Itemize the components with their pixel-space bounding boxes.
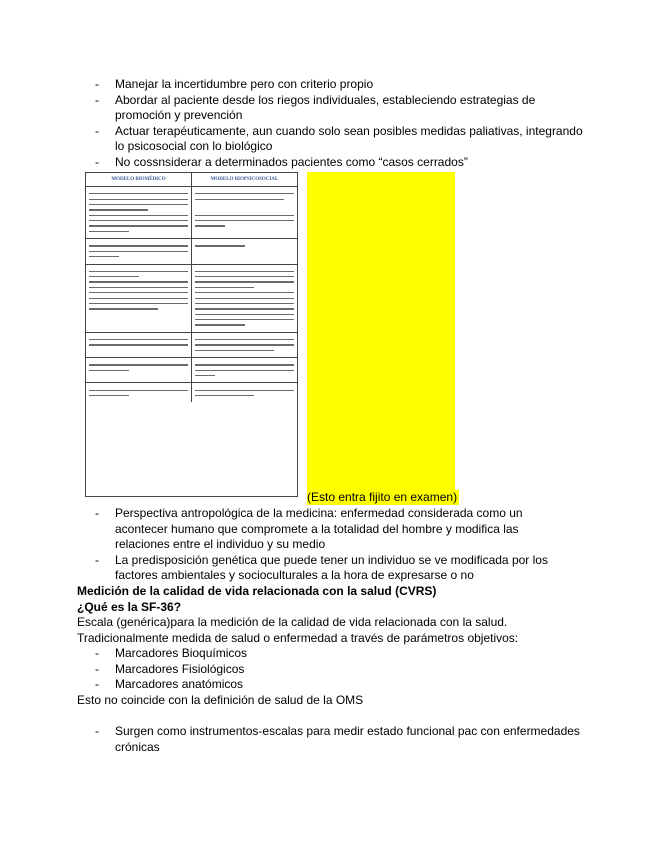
table-header — [86, 173, 297, 187]
list-item: - No cossnsiderar a determinados pacientes como “casos cerrados” — [95, 155, 585, 171]
mid-bullet-list — [95, 506, 565, 584]
col-header-biomedical: MODELO BIOMÉDICO — [86, 173, 192, 186]
table-row — [86, 265, 297, 333]
table-row — [86, 239, 297, 264]
paragraph: Escala (genérica)para la medición de la calidad de vida relacionada con la salud. — [77, 615, 508, 629]
sub-heading: ¿Qué es la SF-36? — [77, 600, 182, 614]
list-item: - Perspectiva antropológica de la medicina: enfermedad considerada como un acontecer humano que compromete a la totalidad del hombre y modifica las relaciones entre el individuo y su medio — [95, 506, 565, 553]
table-row — [86, 187, 297, 239]
list-item: - Marcadores anatómicos — [95, 677, 585, 693]
list-item: - Marcadores Bioquímicos — [95, 646, 585, 662]
list-item: - Abordar al paciente desde los riegos individuales, estableciendo estrategias de promoción y prevención — [95, 93, 585, 124]
last-bullet-list — [95, 724, 585, 755]
list-item: - Marcadores Fisiológicos — [95, 662, 585, 678]
highlight-note: (Esto entra fijito en examen) — [307, 490, 458, 504]
col-header-biopsychosocial: MODELO BIOPSICOSOCIAL — [210, 177, 279, 182]
list-item: - Manejar la incertidumbre pero con criterio propio — [95, 77, 585, 93]
table-row — [86, 383, 297, 402]
top-bullet-list — [95, 77, 585, 170]
yellow-highlight-block — [307, 172, 455, 490]
paragraph: Tradicionalmente medida de salud o enfermedad a través de parámetros objetivos: — [77, 631, 519, 645]
table-row — [86, 358, 297, 383]
list-item: - La predisposición genética que puede tener un individuo se ve modificada por los factores ambientales y socioculturales a la hora de expresarse o no — [95, 553, 565, 584]
list-item: - Surgen como instrumentos-escalas para medir estado funcional pac con enfermedades crónicas — [95, 724, 585, 755]
markers-list — [95, 646, 585, 693]
section-heading: Medición de la calidad de vida relacionada con la salud (CVRS) — [77, 584, 437, 598]
list-item: - Actuar terapéuticamente, aun cuando solo sean posibles medidas paliativas, integrando lo psicosocial con lo biológico — [95, 124, 585, 155]
table-row — [86, 333, 297, 358]
paragraph: Esto no coincide con la definición de salud de la OMS — [77, 693, 364, 707]
model-comparison-table-image — [85, 172, 298, 497]
